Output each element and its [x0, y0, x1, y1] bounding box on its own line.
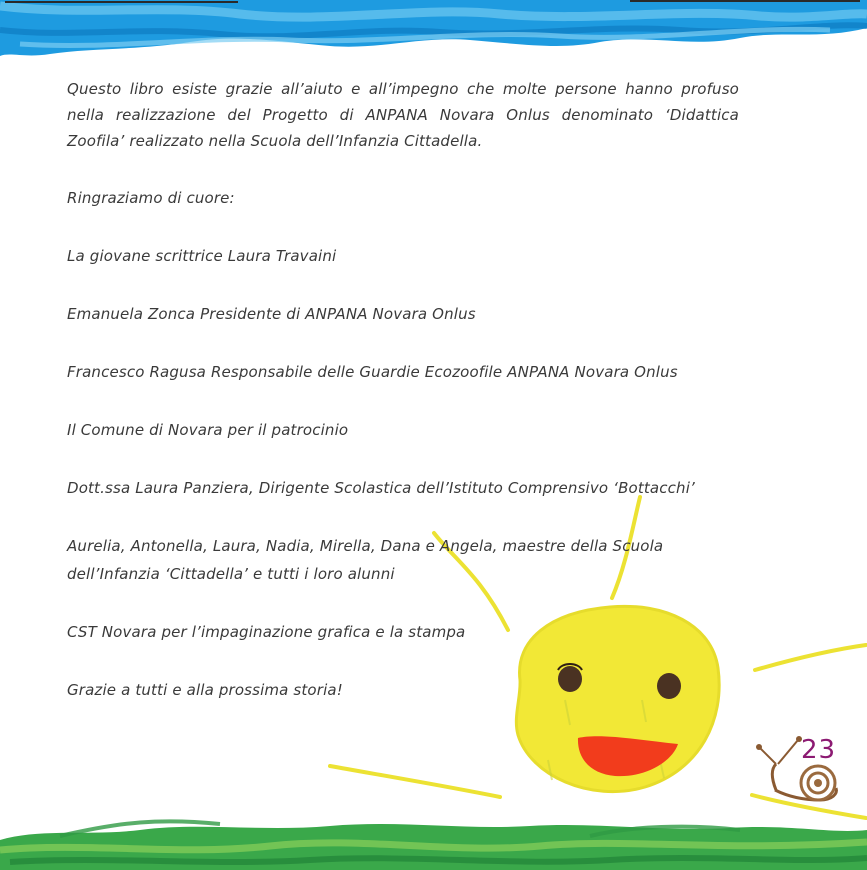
acknowledgement-item: Emanuela Zonca Presidente di ANPANA Novara Onlus [67, 305, 476, 323]
water-scribble [0, 0, 867, 56]
thanks-heading: Ringraziamo di cuore: [67, 189, 235, 207]
acknowledgements-text [67, 76, 739, 704]
grass-scribble [0, 821, 867, 870]
intro-paragraph: Questo libro esiste grazie all’aiuto e all’impegno che molte persone hanno profuso nella realizzazione del Progetto di ANPANA Novara Onlus denominato ‘Didattica Zoofila’ realizzato nella Scuola dell’Infanzia Cittadella. [67, 80, 739, 150]
acknowledgement-item: Dott.ssa Laura Panziera, Dirigente Scolastica dell’Istituto Comprensivo ‘Bottacchi’ [67, 479, 695, 497]
acknowledgement-item: Aurelia, Antonella, Laura, Nadia, Mirella, Dana e Angela, maestre della Scuola dell’Infanzia ‘Cittadella’ e tutti i loro alunni [67, 537, 664, 583]
page-number: 23 [801, 735, 837, 765]
acknowledgement-item: Il Comune di Novara per il patrocinio [67, 421, 349, 439]
acknowledgement-item: CST Novara per l’impaginazione grafica e la stampa [67, 623, 466, 641]
acknowledgement-item: Francesco Ragusa Responsabile delle Guardie Ecozoofile ANPANA Novara Onlus [67, 363, 678, 381]
acknowledgement-item: La giovane scrittrice Laura Travaini [67, 247, 337, 265]
closing-line: Grazie a tutti e alla prossima storia! [67, 681, 343, 699]
